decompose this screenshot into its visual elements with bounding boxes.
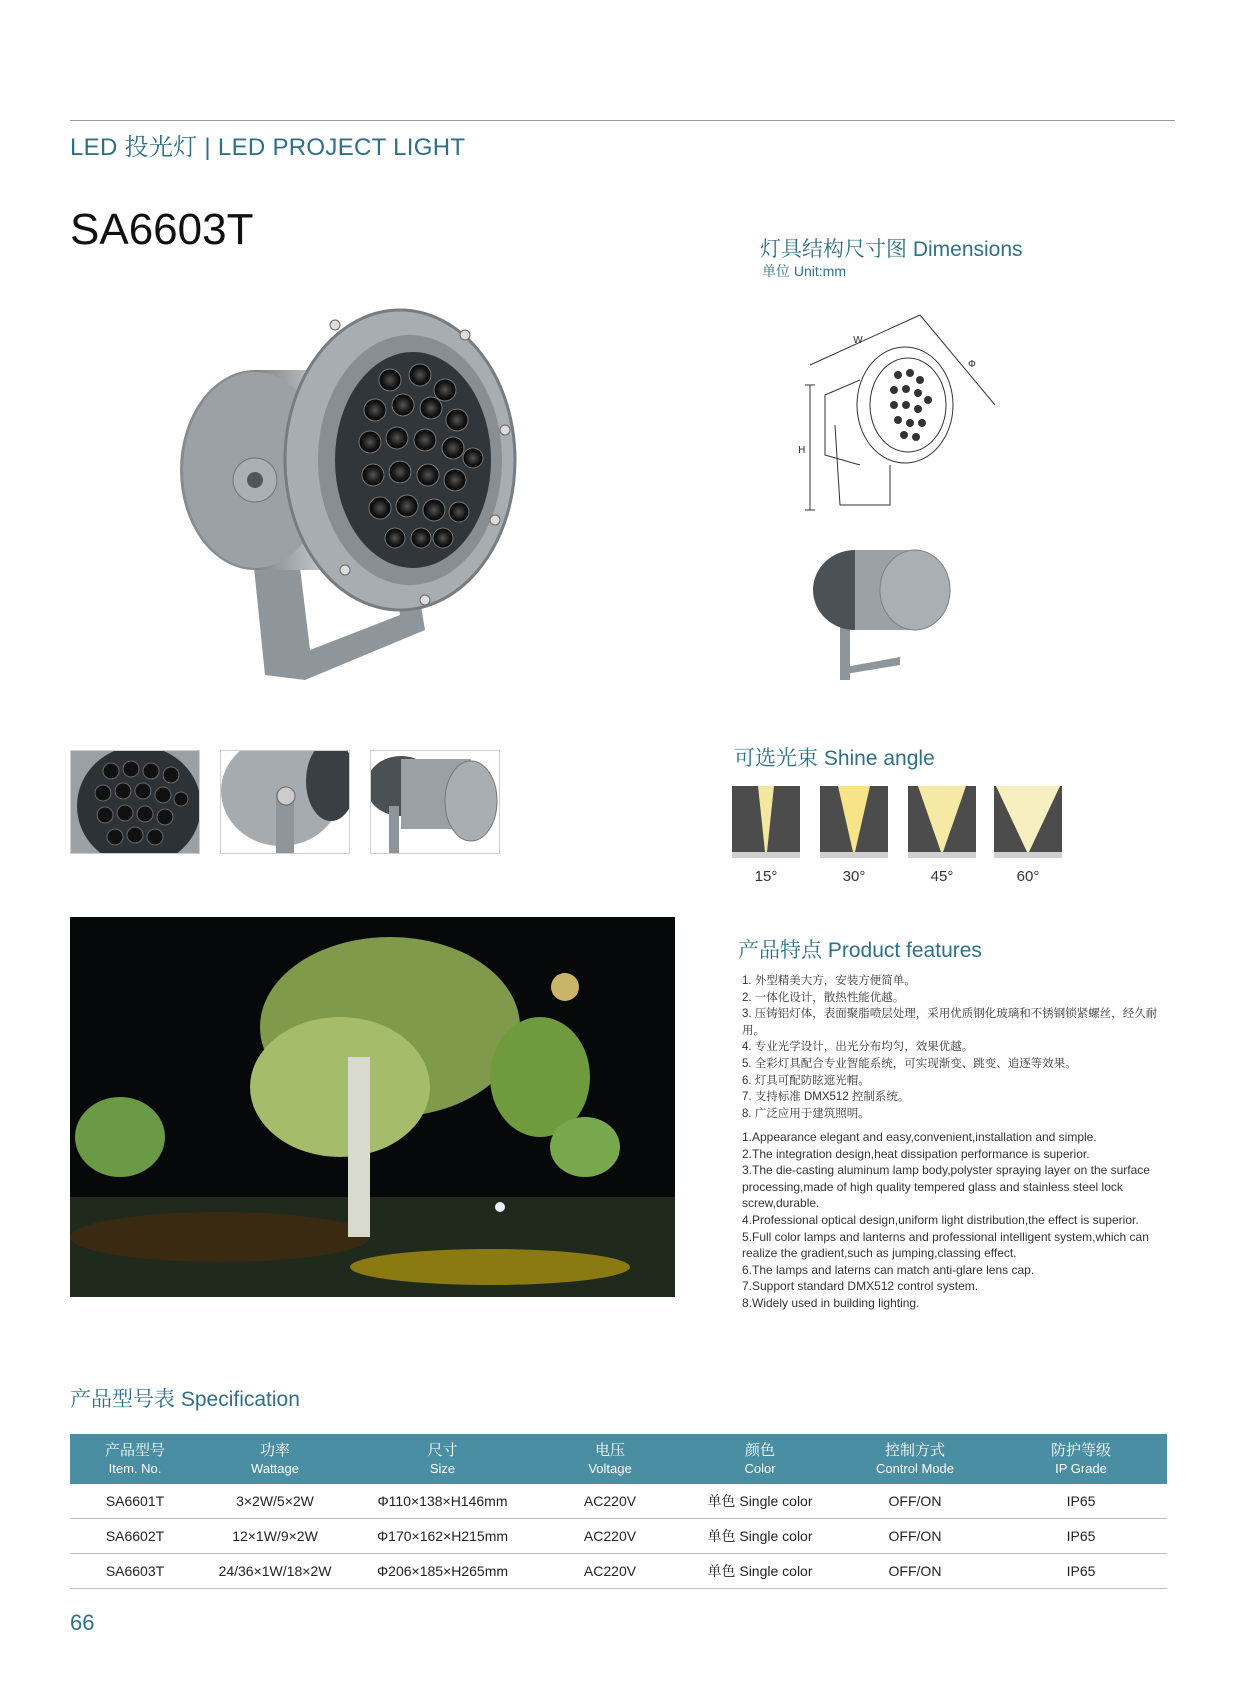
beam-45-icon <box>908 786 976 858</box>
beam-label-60: 60° <box>1016 868 1040 885</box>
feature-en-item: 4.Professional optical design,uniform light distribution,the effect is superior. <box>742 1212 1139 1227</box>
table-row <box>70 1484 1167 1519</box>
cell-color: 单色 Single color <box>685 1484 835 1519</box>
led-flood-light-icon <box>175 280 535 700</box>
cell-color: 单色 Single color <box>685 1554 835 1589</box>
cell-ip-grade: IP65 <box>995 1554 1167 1589</box>
feature-en-item: 3.The die-casting aluminum lamp body,polyster spraying layer on the surface processing,made of high quality tempered glass and stainless steel lock screw,durable. <box>742 1163 1150 1211</box>
dimension-line-drawing-icon <box>790 305 1000 525</box>
feature-en-item: 8.Widely used in building lighting. <box>742 1295 920 1310</box>
col-ip-grade: 防护等级 IP Grade <box>995 1434 1167 1484</box>
dimension-drawing <box>790 305 1000 525</box>
cell-voltage: AC220V <box>535 1554 685 1589</box>
feature-cn-item: 3. 压铸铝灯体，表面聚脂喷层处理，采用优质钢化玻璃和不锈钢锁紧螺丝，经久耐用。 <box>742 1008 1158 1037</box>
col-size: 尺寸 Size <box>350 1434 535 1484</box>
cell-size: Φ206×185×H265mm <box>350 1554 535 1589</box>
night-park-tree-uplighting-icon <box>70 917 675 1297</box>
feature-en-item: 7.Support standard DMX512 control system. <box>742 1279 979 1294</box>
thumbnail-rear-housing <box>370 750 500 854</box>
beam-30-icon <box>820 786 888 858</box>
dimensions-unit: 单位 Unit:mm <box>762 263 846 279</box>
cell-wattage: 3×2W/5×2W <box>200 1484 350 1519</box>
spec-title: 产品型号表 Specification <box>70 1388 300 1411</box>
rear-view-product-icon <box>810 545 955 685</box>
col-control-mode: 控制方式 Control Mode <box>835 1434 995 1484</box>
beam-15-icon <box>732 786 800 858</box>
main-product-image <box>175 280 535 700</box>
beam-60-icon <box>994 786 1062 858</box>
table-row <box>70 1554 1167 1589</box>
table-row <box>70 1519 1167 1554</box>
cell-control-mode: OFF/ON <box>835 1554 995 1589</box>
features-cn-list <box>742 973 1162 1122</box>
spec-header-row <box>70 1434 1167 1484</box>
cell-item-no: SA6601T <box>70 1484 200 1519</box>
thumbnail-front-lens <box>70 750 200 854</box>
cell-control-mode: OFF/ON <box>835 1519 995 1554</box>
cell-ip-grade: IP65 <box>995 1484 1167 1519</box>
beam-60 <box>994 786 1062 858</box>
front-lens-closeup-icon <box>71 751 199 853</box>
thumbnail-bracket <box>220 750 350 854</box>
feature-cn-item: 1. 外型精美大方，安装方便简单。 <box>742 975 916 987</box>
beam-label-30: 30° <box>842 868 866 885</box>
feature-en-item: 6.The lamps and laterns can match anti-glare lens cap. <box>742 1262 1035 1277</box>
cell-item-no: SA6603T <box>70 1554 200 1589</box>
cell-size: Φ170×162×H215mm <box>350 1519 535 1554</box>
features-title: 产品特点 Product features <box>738 939 982 962</box>
cell-item-no: SA6602T <box>70 1519 200 1554</box>
dim-label-w: W <box>853 335 863 346</box>
spec-table <box>70 1434 1167 1589</box>
feature-en-item: 2.The integration design,heat dissipation performance is superior. <box>742 1146 1090 1161</box>
feature-en-item: 5.Full color lamps and lanterns and professional intelligent system,which can realize the gradient,such as jumping,classing effect. <box>742 1229 1149 1261</box>
rear-housing-closeup-icon <box>371 751 499 853</box>
cell-ip-grade: IP65 <box>995 1519 1167 1554</box>
features-en-list <box>742 1129 1162 1312</box>
cell-voltage: AC220V <box>535 1484 685 1519</box>
cell-control-mode: OFF/ON <box>835 1484 995 1519</box>
bracket-closeup-icon <box>221 751 349 853</box>
col-item-no: 产品型号 Item. No. <box>70 1434 200 1484</box>
feature-cn-item: 8. 广泛应用于建筑照明。 <box>742 1107 870 1120</box>
beam-label-15: 15° <box>754 868 778 885</box>
rear-view-image <box>810 545 955 685</box>
col-color: 颜色 Color <box>685 1434 835 1484</box>
cell-wattage: 24/36×1W/18×2W <box>200 1554 350 1589</box>
feature-cn-item: 4. 专业光学设计，出光分布均匀，效果优越。 <box>742 1041 974 1054</box>
dim-label-h: H <box>798 445 806 456</box>
feature-en-item: 1.Appearance elegant and easy,convenient,installation and simple. <box>742 1130 1097 1144</box>
shine-angle-title: 可选光束 Shine angle <box>734 747 935 770</box>
dimensions-title: 灯具结构尺寸图 Dimensions <box>760 238 1023 261</box>
header-rule <box>70 120 1175 121</box>
feature-cn-item: 6. 灯具可配防眩遮光帽。 <box>742 1074 870 1087</box>
col-voltage: 电压 Voltage <box>535 1434 685 1484</box>
feature-cn-item: 7. 支持标准 DMX512 控制系统。 <box>742 1091 910 1104</box>
dim-label-d: Φ <box>968 359 976 370</box>
model-title: SA6603T <box>70 205 254 254</box>
feature-cn-item: 2. 一体化设计，散热性能优越。 <box>742 991 905 1004</box>
section-header-title: LED 投光灯 | LED PROJECT LIGHT <box>70 134 466 161</box>
beam-45 <box>908 786 976 858</box>
beam-30 <box>820 786 888 858</box>
application-scene-photo <box>70 917 675 1297</box>
beam-label-45: 45° <box>930 868 954 885</box>
cell-color: 单色 Single color <box>685 1519 835 1554</box>
cell-size: Φ110×138×H146mm <box>350 1484 535 1519</box>
beam-15 <box>732 786 800 858</box>
cell-wattage: 12×1W/9×2W <box>200 1519 350 1554</box>
feature-cn-item: 5. 全彩灯具配合专业智能系统，可实现渐变、跳变、追逐等效果。 <box>742 1057 1077 1070</box>
page-number: 66 <box>70 1610 95 1635</box>
cell-voltage: AC220V <box>535 1519 685 1554</box>
col-wattage: 功率 Wattage <box>200 1434 350 1484</box>
